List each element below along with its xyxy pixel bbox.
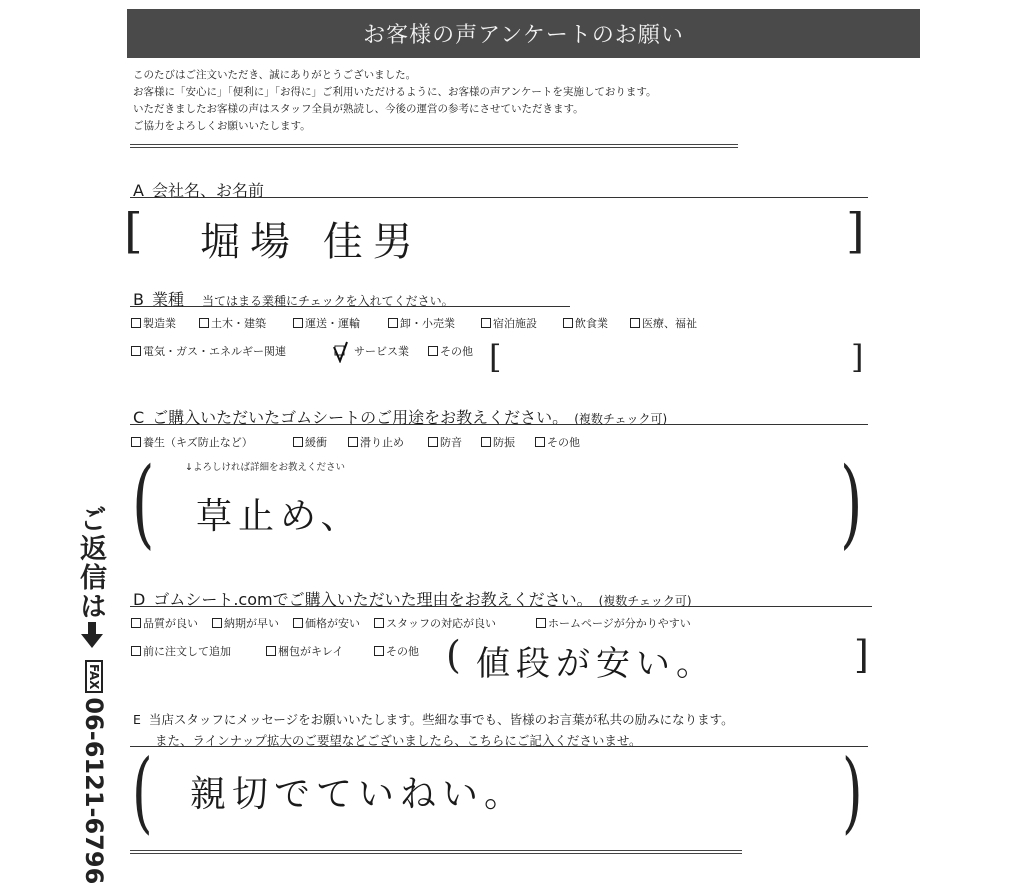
other-bracket-right: ] (851, 338, 864, 376)
usage-option[interactable]: 防振 (481, 434, 515, 450)
section-b-subtitle: 当てはまる業種にチェックを入れてください。 (202, 294, 454, 308)
industry-option[interactable]: 電気・ガス・エネルギー関連 (131, 343, 286, 359)
page-title: お客様の声アンケートのお願い (127, 9, 920, 58)
section-b-letter: B (133, 290, 144, 309)
checkbox-icon (481, 437, 491, 447)
checkbox-icon (131, 646, 141, 656)
reason-option[interactable]: 納期が早い (212, 615, 279, 631)
section-a-letter: A (133, 181, 144, 200)
section-d-title: ゴムシート.comでご購入いただいた理由をお教えください。 (153, 590, 593, 609)
industry-option[interactable]: 土木・建築 (199, 315, 266, 331)
reason-option[interactable]: 品質が良い (131, 615, 198, 631)
checkbox-icon (293, 437, 303, 447)
usage-option[interactable]: 養生（キズ防止など） (131, 434, 253, 450)
reason-option[interactable]: ホームページが分かりやすい (536, 615, 691, 631)
checkbox-icon (374, 646, 384, 656)
checkbox-icon (293, 618, 303, 628)
fax-contact (76, 660, 108, 884)
section-e-heading (133, 710, 734, 728)
section-c-letter: C (133, 408, 145, 427)
section-b-underline (130, 306, 570, 307)
section-c-underline (130, 424, 868, 425)
answer-bracket-left: [ (124, 203, 143, 259)
checkbox-icon (131, 437, 141, 447)
checkbox-icon (266, 646, 276, 656)
checkbox-icon (374, 618, 384, 628)
detail-hint: ↓よろしければ詳細をお教えください (185, 462, 345, 473)
checkbox-icon (131, 318, 141, 328)
section-a-underline (130, 197, 868, 198)
industry-option[interactable]: 卸・小売業 (388, 315, 455, 331)
reason-option[interactable]: スタッフの対応が良い (374, 615, 496, 631)
industry-option[interactable]: その他 (428, 343, 473, 359)
reason-bracket-left: ( (446, 633, 461, 677)
checkbox-icon (428, 437, 438, 447)
checkbox-icon (536, 618, 546, 628)
usage-detail-answer[interactable]: 草止め、 (196, 496, 363, 537)
section-e-line-2: また、ラインナップ拡大のご要望などございましたら、こちらにご記入くださいませ。 (155, 733, 642, 748)
section-d-note: (複数チェック可) (598, 594, 692, 608)
checkbox-icon (131, 618, 141, 628)
message-answer[interactable]: 親切でていねい。 (190, 774, 527, 815)
answer-bracket-right: ] (846, 203, 865, 259)
checkbox-icon (131, 346, 141, 356)
reason-option[interactable]: 価格が安い (293, 615, 360, 631)
detail-bracket-left: ( (132, 447, 155, 559)
other-bracket-left: [ (489, 338, 502, 376)
checkbox-icon (388, 318, 398, 328)
checkbox-icon (199, 318, 209, 328)
section-b-title: 業種 (151, 290, 184, 309)
usage-option[interactable]: 緩衝 (293, 434, 327, 450)
industry-option-checked[interactable]: サービス業 (354, 345, 409, 358)
usage-option[interactable]: 防音 (428, 434, 462, 450)
industry-option[interactable]: 宿泊施設 (481, 315, 537, 331)
section-e-letter: E (133, 712, 141, 727)
intro-line-3: いただきましたお客様の声はスタッフ全員が熟読し、今後の運営の参考にさせていただきます。 (133, 103, 584, 115)
checkbox-icon (348, 437, 358, 447)
message-bracket-left: ( (132, 740, 153, 843)
intro-line-2: お客様に「安心に」「便利に」「お得に」ご利用いただけるように、お客様の声アンケートを実施しております。 (133, 86, 657, 98)
industry-option[interactable]: 運送・運輸 (293, 315, 360, 331)
section-d-underline (130, 606, 872, 607)
intro-line-4: ご協力をよろしくお願いいたします。 (133, 120, 311, 132)
reason-option[interactable]: 梱包がキレイ (266, 643, 343, 659)
reply-label: ご返信は (75, 505, 106, 621)
footer-divider (130, 850, 742, 854)
checkbox-icon (428, 346, 438, 356)
checkbox-icon (630, 318, 640, 328)
company-name-answer[interactable]: 堀場 佳男 (200, 219, 423, 265)
industry-option[interactable]: 飲食業 (563, 315, 608, 331)
industry-option[interactable]: 製造業 (131, 315, 176, 331)
checkbox-icon (212, 618, 222, 628)
checkbox-icon (535, 437, 545, 447)
handwritten-check-icon (332, 341, 350, 363)
checkbox-icon (563, 318, 573, 328)
reason-other-answer[interactable]: 値段が安い。 (476, 644, 716, 684)
reason-option[interactable]: 前に注文して追加 (131, 643, 231, 659)
section-e-underline (130, 746, 868, 747)
fax-badge: FAX (85, 660, 103, 693)
section-d-letter: D (133, 590, 146, 609)
section-a-title: 会社名、お名前 (151, 181, 264, 200)
usage-option[interactable]: 滑り止め (348, 434, 404, 450)
intro-divider (130, 144, 738, 148)
checkbox-icon (481, 318, 491, 328)
section-e-line-1: 当店スタッフにメッセージをお願いいたします。些細な事でも、皆様のお言葉が私共の励みになります。 (148, 712, 734, 727)
section-c-note: (複数チェック可) (574, 412, 668, 426)
usage-option[interactable]: その他 (535, 434, 580, 450)
checkbox-icon (293, 318, 303, 328)
reason-option[interactable]: その他 (374, 643, 419, 659)
message-bracket-right: ) (842, 740, 863, 843)
fax-number: 06-6121-6796 (80, 697, 108, 884)
detail-bracket-right: ) (840, 447, 863, 559)
section-c-title: ご購入いただいたゴムシートのご用途をお教えください。 (152, 408, 569, 427)
intro-line-1: このたびはご注文いただき、誠にありがとうございました。 (133, 69, 417, 81)
industry-option[interactable]: 医療、福祉 (630, 315, 697, 331)
arrow-down-icon (80, 620, 104, 650)
reason-bracket-right: ] (854, 633, 869, 677)
